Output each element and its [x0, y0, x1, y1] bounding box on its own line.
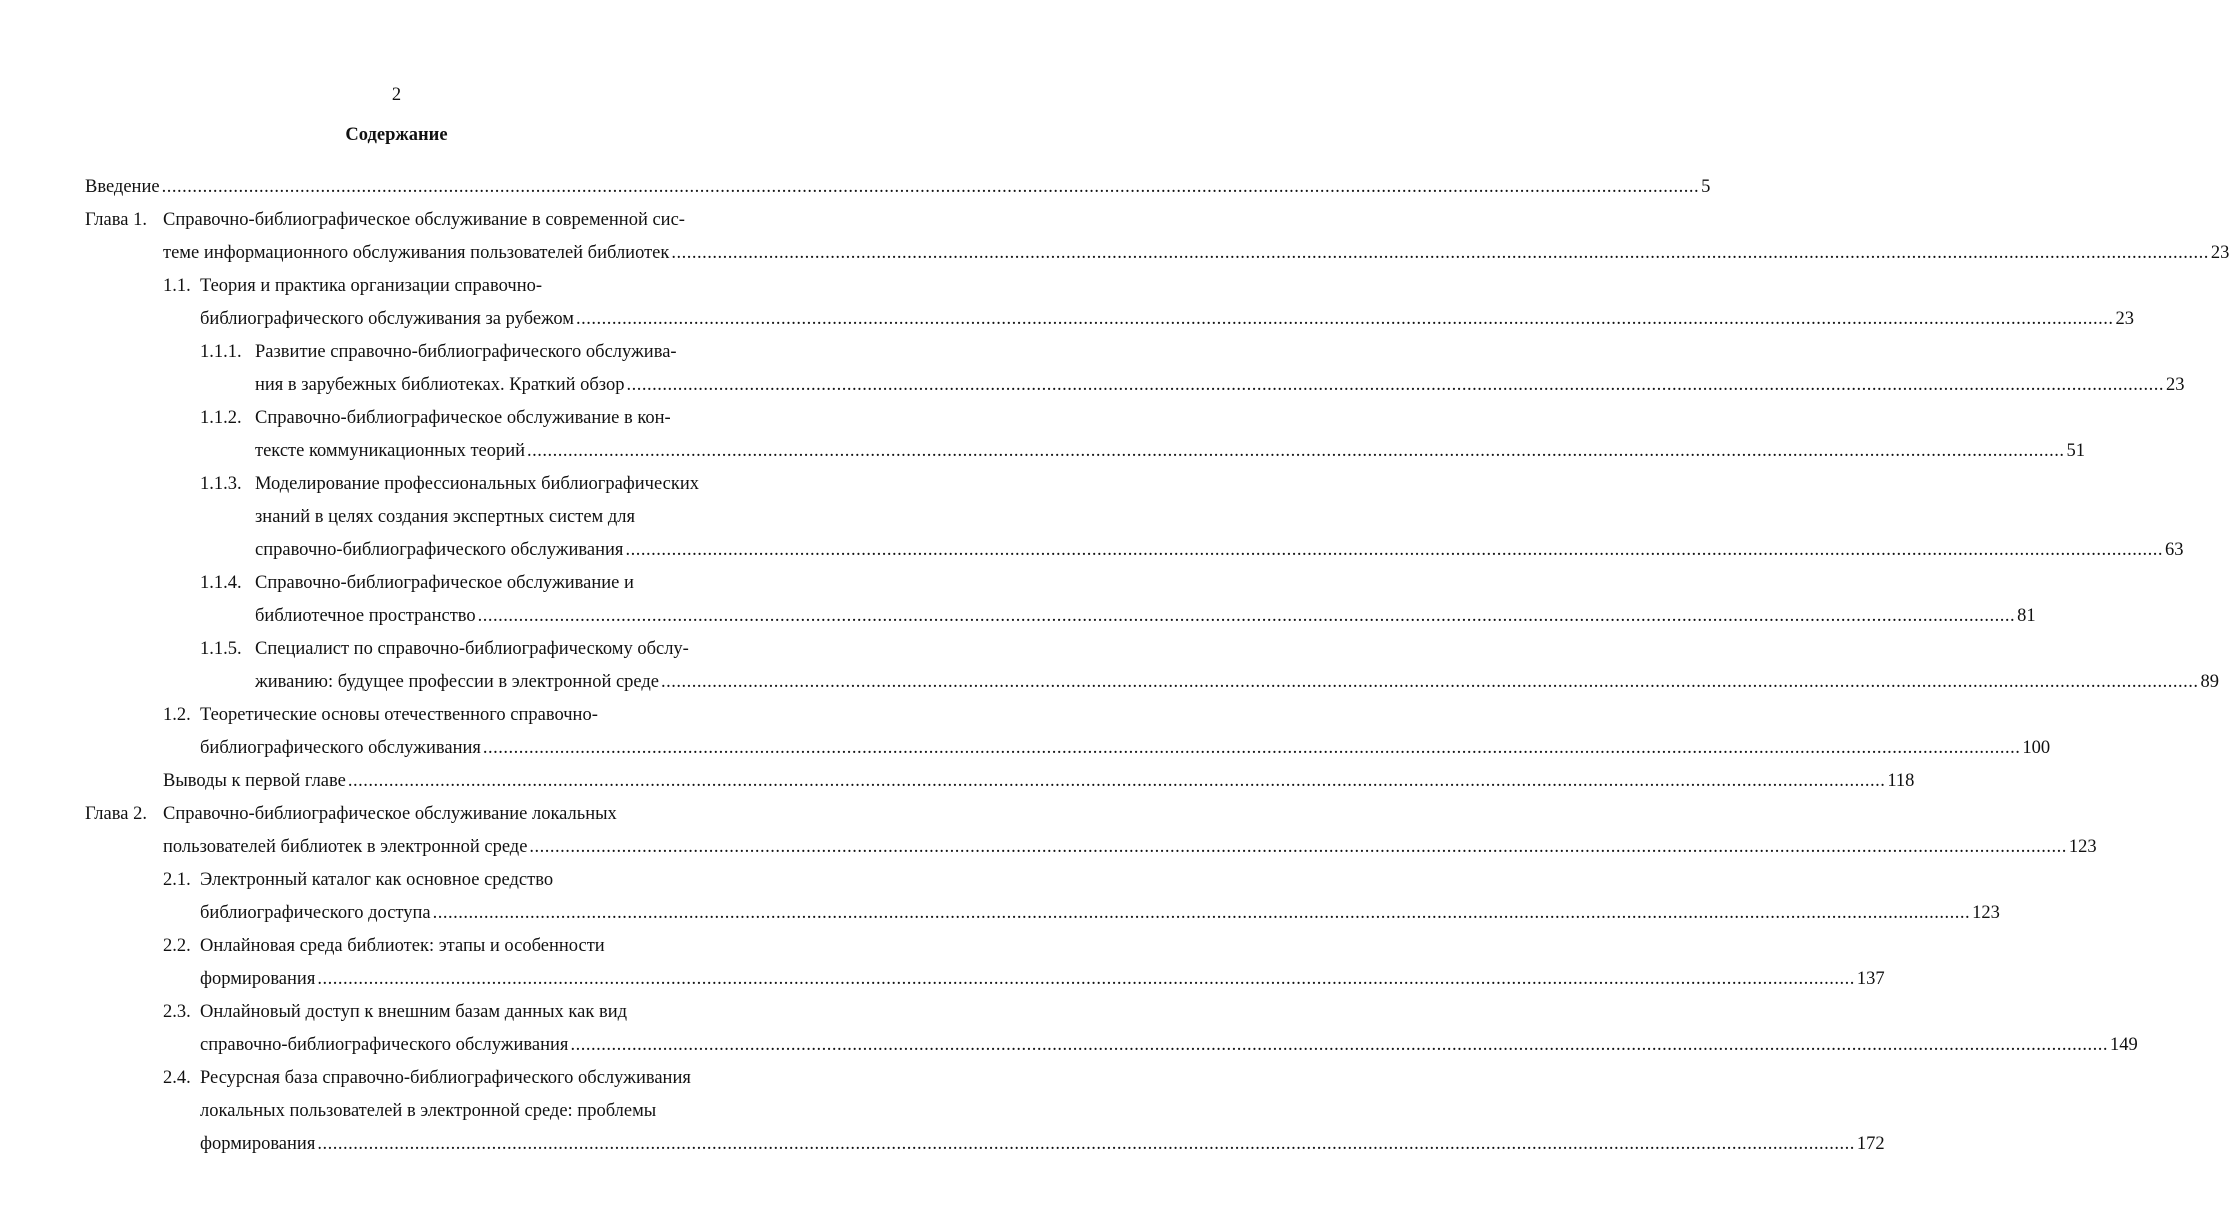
- toc-page-number: 89: [2200, 672, 2220, 692]
- toc-entry-section-2-4-cont2[interactable]: [200, 1128, 1885, 1161]
- toc-entry-section-1-1-2-cont[interactable]: [255, 435, 2086, 468]
- dot-leader: ............................................................................................................................................................................................................................................................................................................: [432, 903, 1971, 923]
- toc-entry-section-1-1-5[interactable]: [200, 633, 689, 666]
- dot-leader: ............................................................................................................................................................................................................................................................................................................: [347, 771, 1886, 791]
- toc-entry-section-1-1-1[interactable]: [200, 336, 677, 369]
- toc-entry-section-2-2[interactable]: [163, 930, 605, 963]
- toc-entry-label: библиографического доступа: [200, 903, 431, 923]
- dot-leader: ............................................................................................................................................................................................................................................................................................................: [529, 837, 2067, 857]
- toc-entry-section-1-1-1-cont[interactable]: [255, 369, 2185, 402]
- toc-entry-label: Онлайновый доступ к внешним базам данных как вид: [200, 1002, 628, 1022]
- toc-entry-label: Моделирование профессиональных библиографических: [255, 474, 699, 494]
- toc-entry-label: Справочно-библиографическое обслуживание локальных: [163, 804, 617, 824]
- toc-entry-label: пользователей библиотек в электронной среде: [163, 837, 528, 857]
- dot-leader: ............................................................................................................................................................................................................................................................................................................: [570, 1035, 2108, 1055]
- dot-leader: ............................................................................................................................................................................................................................................................................................................: [477, 606, 2016, 626]
- toc-page-number: 137: [1856, 969, 1885, 989]
- toc-entry-label: Теоретические основы отечественного справочно-: [200, 705, 598, 725]
- toc-entry-section-1-2-cont[interactable]: [200, 732, 2051, 765]
- toc-entry-label: Теория и практика организации справочно-: [200, 276, 543, 296]
- toc-entry-section-1-1-4[interactable]: [200, 567, 634, 600]
- toc-entry-number: 2.4.: [163, 1068, 191, 1088]
- toc-entry-label: Справочно-библиографическое обслуживание в современной сис-: [163, 210, 685, 230]
- toc-entry-label: Электронный каталог как основное средство: [200, 870, 554, 890]
- dot-leader: ............................................................................................................................................................................................................................................................................................................: [671, 243, 2209, 263]
- toc-entry-label: тексте коммуникационных теорий: [255, 441, 526, 461]
- toc-page-number: 23: [2115, 309, 2134, 329]
- toc-entry-number: 1.1.4.: [200, 573, 242, 593]
- toc-entry-number: 2.2.: [163, 936, 191, 956]
- toc-entry-section-1-1-5-cont[interactable]: [255, 666, 2220, 699]
- toc-entry-section-1-1-3-cont[interactable]: [255, 501, 635, 534]
- toc-entry-section-2-1-cont[interactable]: [200, 897, 2000, 930]
- toc-entry-label: Введение: [85, 177, 160, 197]
- toc-entry-section-2-4[interactable]: [163, 1062, 691, 1095]
- toc-entry-chapter-1-cont[interactable]: [163, 237, 2229, 270]
- page-number: 2: [391, 85, 402, 105]
- page-title: Содержание: [345, 125, 448, 145]
- toc-entry-number: 1.1.2.: [200, 408, 242, 428]
- dot-leader: ............................................................................................................................................................................................................................................................................................................: [527, 441, 2065, 461]
- toc-entry-label: Справочно-библиографическое обслуживание в кон-: [255, 408, 671, 428]
- toc-entry-section-2-2-cont[interactable]: [200, 963, 1885, 996]
- toc-entry-label: Выводы к первой главе: [163, 771, 346, 791]
- toc-page-number: 123: [2068, 837, 2097, 857]
- toc-entry-label: Специалист по справочно-библиографическому обслу-: [255, 639, 689, 659]
- toc-page-number: 51: [2066, 441, 2086, 461]
- toc-entry-number: 2.3.: [163, 1002, 191, 1022]
- dot-leader: ............................................................................................................................................................................................................................................................................................................: [625, 540, 2163, 560]
- toc-page-number: 23: [2210, 243, 2229, 263]
- toc-entry-section-1-1-4-cont[interactable]: [255, 600, 2036, 633]
- toc-entry-chapter-2-cont[interactable]: [163, 831, 2097, 864]
- dot-leader: ............................................................................................................................................................................................................................................................................................................: [317, 1134, 1855, 1154]
- toc-page-number: 23: [2166, 375, 2185, 395]
- toc-entry-number: 1.1.5.: [200, 639, 242, 659]
- toc-entry-section-1-2[interactable]: [163, 699, 598, 732]
- toc-entry-number: 2.1.: [163, 870, 191, 890]
- toc-entry-section-2-4-cont[interactable]: [200, 1095, 656, 1128]
- dot-leader: ............................................................................................................................................................................................................................................................................................................: [661, 672, 2199, 692]
- toc-page-number: 81: [2017, 606, 2036, 626]
- toc-entry-chapter-1[interactable]: [85, 204, 685, 237]
- toc-entry-number: 1.1.1.: [200, 342, 242, 362]
- toc-page-number: 5: [1701, 177, 1711, 197]
- toc-entry-label: справочно-библиографического обслуживания: [200, 1035, 569, 1055]
- toc-page-number: 123: [1972, 903, 2000, 923]
- dot-leader: ............................................................................................................................................................................................................................................................................................................: [482, 738, 2021, 758]
- toc-entry-label: справочно-библиографического обслуживания: [255, 540, 624, 560]
- toc-entry-section-2-3[interactable]: [163, 996, 627, 1029]
- toc-entry-label: теме информационного обслуживания пользователей библиотек: [163, 243, 670, 263]
- dot-leader: ............................................................................................................................................................................................................................................................................................................: [317, 969, 1855, 989]
- toc-entry-label: формирования: [200, 969, 316, 989]
- toc-entry-section-1-1-cont[interactable]: [200, 303, 2134, 336]
- toc-entry-section-1-1[interactable]: [163, 270, 542, 303]
- toc-entry-label: библиотечное пространство: [255, 606, 476, 626]
- dot-leader: ............................................................................................................................................................................................................................................................................................................: [575, 309, 2114, 329]
- toc-page-number: 118: [1887, 771, 1915, 791]
- toc-entry-label: Ресурсная база справочно-библиографического обслуживания: [200, 1068, 691, 1088]
- toc-entry-label: Онлайновая среда библиотек: этапы и особенности: [200, 936, 605, 956]
- toc-entry-label: библиографического обслуживания за рубежом: [200, 309, 574, 329]
- toc-entry-number: 1.2.: [163, 705, 191, 725]
- toc-entry-section-1-1-3-cont2[interactable]: [255, 534, 2184, 567]
- toc-entry-chapter-2[interactable]: [85, 798, 617, 831]
- toc-entry-intro[interactable]: [85, 171, 1711, 204]
- toc-page-number: 149: [2109, 1035, 2138, 1055]
- toc-entry-section-2-3-cont[interactable]: [200, 1029, 2138, 1062]
- toc-entry-label: Развитие справочно-библиографического обслужива-: [255, 342, 677, 362]
- toc-entry-section-1-1-3[interactable]: [200, 468, 699, 501]
- toc-entry-label: формирования: [200, 1134, 316, 1154]
- toc-page-number: 100: [2022, 738, 2051, 758]
- dot-leader: ............................................................................................................................................................................................................................................................................................................: [161, 177, 1700, 197]
- toc-entry-number: 1.1.: [163, 276, 191, 296]
- toc-entry-section-1-1-2[interactable]: [200, 402, 671, 435]
- toc-entry-label: ния в зарубежных библиотеках. Краткий обзор: [255, 375, 625, 395]
- toc-page-number: 63: [2164, 540, 2184, 560]
- toc-page-number: 172: [1856, 1134, 1885, 1154]
- toc-entry-label: Справочно-библиографическое обслуживание и: [255, 573, 634, 593]
- dot-leader: ............................................................................................................................................................................................................................................................................................................: [626, 375, 2164, 395]
- toc-entry-label: живанию: будущее профессии в электронной среде: [255, 672, 660, 692]
- toc-entry-number: Глава 1.: [85, 210, 147, 230]
- toc-entry-section-2-1[interactable]: [163, 864, 553, 897]
- toc-entry-number: Глава 2.: [85, 804, 147, 824]
- toc-entry-label: библиографического обслуживания: [200, 738, 481, 758]
- toc-entry-label: знаний в целях создания экспертных систем для: [255, 507, 636, 527]
- toc-entry-number: 1.1.3.: [200, 474, 242, 494]
- toc-entry-conclusions-1[interactable]: [163, 765, 1915, 798]
- toc-entry-label: локальных пользователей в электронной среде: проблемы: [200, 1101, 657, 1121]
